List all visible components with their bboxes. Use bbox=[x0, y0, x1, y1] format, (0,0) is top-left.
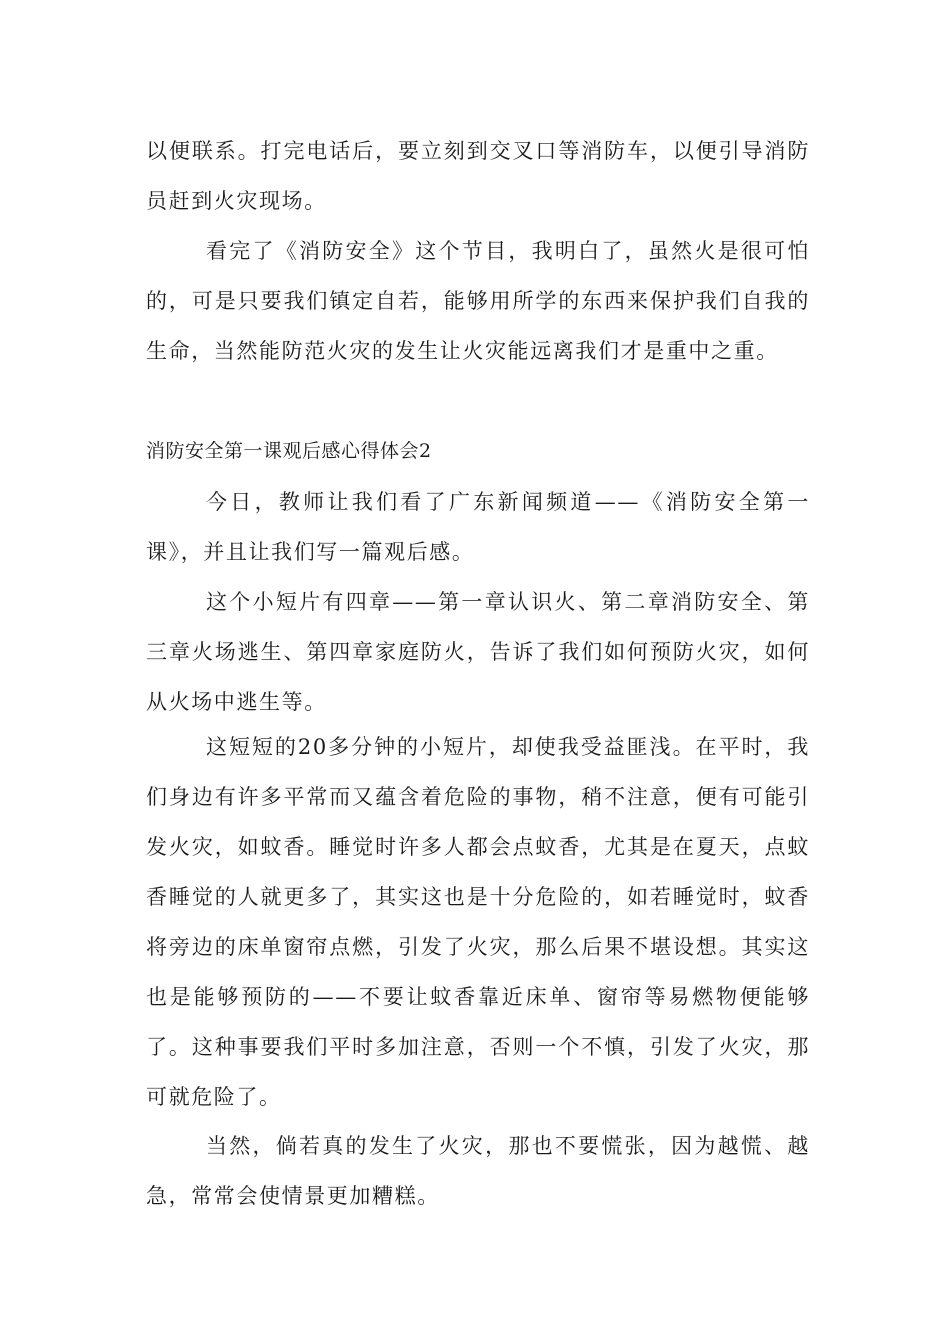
paragraph-stay-calm: 当然，倘若真的发生了火灾，那也不要慌张，因为越慌、越急，常常会使情景更加糟糕。 bbox=[146, 1134, 810, 1208]
paragraph-conclusion: 看完了《消防安全》这个节目，我明白了，虽然火是很可怕的，可是只要我们镇定自若，能够用所学的东西来保护我们自我的生命，当然能防范火灾的发生让火灾能远离我们才是重中之重。 bbox=[146, 239, 810, 363]
section-heading: 消防安全第一课观后感心得体会2 bbox=[146, 440, 432, 462]
paragraph-continuation: 以便联系。打完电话后，要立刻到交叉口等消防车，以便引导消防员赶到火灾现场。 bbox=[146, 139, 810, 213]
paragraph-intro: 今日，教师让我们看了广东新闻频道——《消防安全第一课》，并且让我们写一篇观后感。 bbox=[146, 490, 810, 564]
paragraph-chapters: 这个小短片有四章——第一章认识火、第二章消防安全、第三章火场逃生、第四章家庭防火，告诉了我们如何预防火灾，如何从火场中逃生等。 bbox=[146, 590, 810, 714]
paragraph-mosquito-coil: 这短短的20多分钟的小短片，却使我受益匪浅。在平时，我们身边有许多平常而又蕴含着危险的事物，稍不注意，便有可能引发火灾，如蚊香。睡觉时许多人都会点蚊香，尤其是在夏天，点蚊香睡觉的人就更多了，其实这也是十分危险的，如若睡觉时，蚊香将旁边的床单窗帘点燃，引发了火灾，那么后果不堪设想。其实这也是能够预防的——不要让蚊香靠近床单、窗帘等易燃物便能够了。这种事要我们平时多加注意，否则一个不慎，引发了火灾，那可就危险了。 bbox=[146, 735, 810, 1109]
